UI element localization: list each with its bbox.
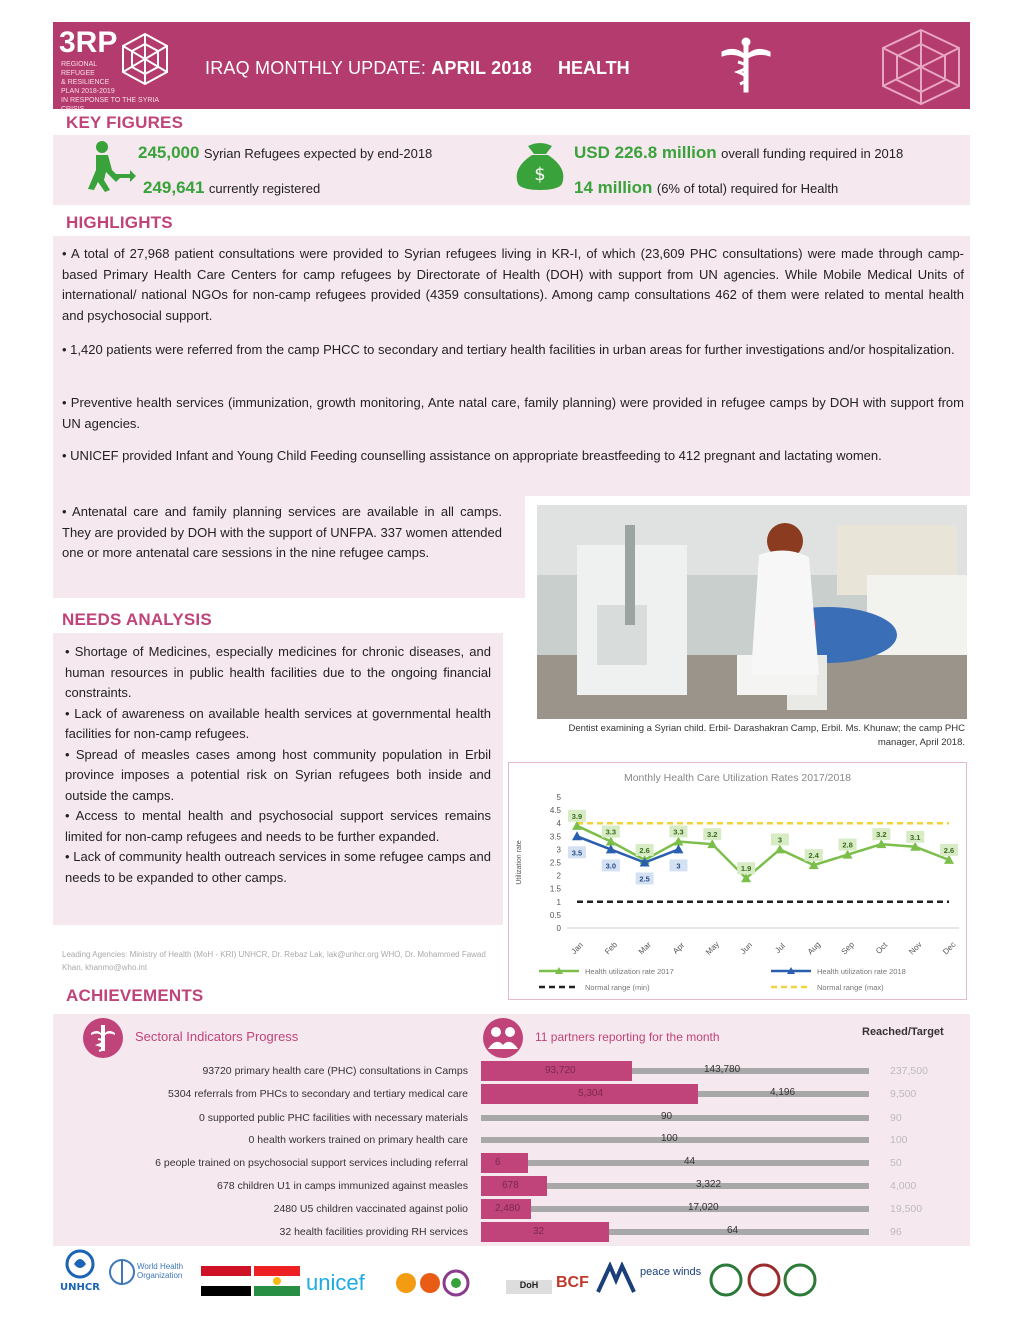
sectoral-progress-title: Sectoral Indicators Progress: [135, 1029, 299, 1044]
indicator-remaining-value: 64: [727, 1225, 739, 1236]
indicator-target-value: 4,000: [890, 1180, 917, 1192]
indicator-target-value: 237,500: [890, 1065, 928, 1077]
series-2018-point: [673, 844, 683, 853]
indicator-label: 93720 primary health care (PHC) consultations in Camps: [202, 1065, 468, 1077]
data-label: 3.0: [605, 861, 617, 871]
needs-item: • Spread of measles cases among host community population in Erbil province imposes a potential risk on Syrian refugees both inside and outside the camps.: [65, 746, 491, 803]
sector-title: HEALTH: [558, 58, 630, 78]
data-label: 3.2: [707, 830, 718, 840]
achievements-title: ACHIEVEMENTS: [66, 986, 204, 1005]
partner-logo-icons: [394, 1268, 494, 1298]
data-label: 3: [676, 861, 681, 871]
expected-refugees: [138, 143, 432, 163]
header-banner: [53, 22, 970, 113]
x-tick-label: May: [703, 939, 722, 957]
y-tick-label: 4: [556, 819, 561, 829]
needs-item: • Lack of community health outreach services in some refugee camps and needs to be expanded to other camps.: [65, 849, 491, 885]
data-label: 2.6: [943, 845, 955, 855]
y-tick-label: 0: [556, 924, 561, 933]
photo-caption: Dentist examining a Syrian child. Erbil- Darashakran Camp, Erbil. Ms. Khunaw; the camp PHC manager, April 2018.: [568, 723, 965, 748]
funding-required-number: USD 226.8 million: [574, 143, 717, 162]
x-tick-label: Dec: [941, 940, 958, 957]
y-tick-label: 3: [556, 845, 561, 855]
x-tick-label: Jan: [569, 940, 585, 956]
reached-target-header: Reached/Target: [862, 1026, 944, 1038]
y-tick-label: 2.5: [549, 858, 561, 868]
data-label: 3.3: [673, 827, 684, 837]
indicator-target-value: 100: [890, 1134, 908, 1146]
x-tick-label: Nov: [907, 940, 924, 957]
who-logo-icon: [108, 1258, 200, 1292]
data-label: 3.3: [605, 827, 617, 837]
indicator-reached-value: 5,304: [578, 1088, 604, 1099]
money-bag-icon: [512, 138, 568, 192]
iraq-flag-icon: [201, 1266, 251, 1296]
partners-icon: [482, 1017, 524, 1059]
unicef-logo: unicef: [306, 1270, 365, 1295]
government-logos-icon: [708, 1262, 818, 1298]
svg-text:$: $: [534, 164, 546, 185]
indicator-target-value: 9,500: [890, 1088, 917, 1100]
indicator-reached-value: 6: [495, 1157, 501, 1168]
data-label: 3.5: [571, 848, 583, 858]
indicator-target-bar: [481, 1115, 869, 1121]
indicator-remaining-value: 17,020: [688, 1202, 719, 1213]
indicator-remaining-value: 44: [684, 1156, 696, 1167]
legend-label: Normal range (min): [585, 983, 650, 992]
needs-item: • Lack of awareness on available health services at governmental health facilities for non-camp refugees.: [65, 705, 491, 741]
indicator-reached-value: 2,480: [495, 1203, 521, 1214]
highlight-item: • 1,420 patients were referred from the camp PHCC to secondary and tertiary health facilities in urban areas for further investigations and/or hospitalization.: [62, 342, 955, 357]
data-label: 3.1: [909, 832, 921, 842]
x-tick-label: Jun: [738, 940, 755, 956]
who-logo-text: World Health Organization: [137, 1262, 184, 1280]
highlight-item: • A total of 27,968 patient consultations were provided to Syrian refugees living in KR-I, of which (23,609 PHC consultations) were made through camp-based Primary Health Care Centers for camp refugees by Directorate of Health (DOH) with support from UN agencies. While Mobile Medical Units of international/ national NGOs for non-camp refugees provided (4359 consultations). Among camp consultations 462 of them were related to mental health and psychosocial support.: [62, 246, 964, 323]
indicator-remaining-value: 3,322: [696, 1179, 722, 1190]
data-label: 1.9: [740, 864, 752, 874]
utilization-chart: [508, 762, 967, 1000]
3rp-emblem-icon: [116, 30, 174, 88]
refugee-walking-icon: [78, 140, 136, 192]
data-label: 3.9: [571, 811, 583, 821]
x-tick-label: Feb: [602, 940, 620, 957]
y-axis-label: Utilization rate: [516, 840, 523, 885]
key-figures-title: KEY FIGURES: [66, 113, 184, 132]
series-2018-point: [572, 831, 582, 840]
x-tick-label: Jul: [773, 941, 787, 956]
funding-required-text: overall funding required in 2018: [721, 146, 904, 161]
indicator-label: 0 health workers trained on primary health care: [248, 1134, 468, 1146]
indicator-reached-value: 32: [533, 1226, 545, 1237]
x-tick-label: Oct: [874, 940, 890, 956]
data-label: 2.5: [639, 874, 650, 884]
x-tick-label: Sep: [839, 940, 856, 957]
indicator-target-value: 90: [890, 1112, 902, 1124]
bcf-logo: BCF: [556, 1274, 589, 1291]
indicator-remaining-value: 4,196: [770, 1087, 796, 1098]
y-tick-label: 2: [556, 871, 561, 881]
indicator-target-bar: [481, 1206, 869, 1212]
dentist-photo: [537, 505, 967, 719]
funding-required: [574, 143, 903, 163]
series-2017-point: [775, 844, 785, 853]
kurdistan-flag-icon: [254, 1266, 300, 1296]
indicator-label: 0 supported public PHC facilities with necessary materials: [198, 1112, 468, 1124]
y-tick-label: 1: [556, 897, 561, 907]
indicator-reached-bar: [481, 1222, 609, 1242]
chart-title: Monthly Health Care Utilization Rates 2017/2018: [623, 772, 852, 784]
health-funding-number: 14 million: [574, 178, 653, 197]
needs-list: [65, 642, 491, 888]
peace-winds-logo: peace winds: [640, 1266, 702, 1278]
indicator-remaining-value: 143,780: [704, 1064, 741, 1075]
health-funding: [574, 178, 838, 198]
y-tick-label: 5: [556, 793, 561, 802]
indicator-remaining-value: 100: [661, 1133, 678, 1144]
doh-logo: DoH: [506, 1280, 552, 1294]
3rp-logo: 3RP: [59, 26, 118, 59]
data-label: 2.6: [639, 845, 650, 855]
needs-item: • Access to mental health and psychosocial support services remains limited for non-camp refugees and needs to be further expanded.: [65, 808, 491, 844]
partner-logos: [58, 1248, 970, 1300]
expected-refugees-text: Syrian Refugees expected by end-2018: [203, 146, 433, 161]
partners-reporting: 11 partners reporting for the month: [535, 1030, 720, 1044]
registered-refugees: [143, 178, 320, 198]
data-label: 2.4: [808, 851, 819, 861]
ngo-logo-icon: [596, 1262, 636, 1296]
indicator-remaining-value: 90: [661, 1111, 673, 1122]
highlight-item: • Preventive health services (immunization, growth monitoring, Ante natal care, family planning) were provided in refugee camps by DOH with support from UN agencies.: [62, 395, 964, 431]
needs-analysis-title: NEEDS ANALYSIS: [62, 610, 212, 629]
legend-label: Health utilization rate 2017: [585, 967, 674, 976]
x-tick-label: Mar: [636, 940, 653, 957]
decorative-pattern-icon: [873, 24, 968, 108]
page-title: IRAQ MONTHLY UPDATE: APRIL 2018: [205, 58, 532, 78]
y-tick-label: 0.5: [549, 910, 561, 920]
indicator-reached-bar: [481, 1153, 528, 1173]
indicator-label: 32 health facilities providing RH services: [279, 1226, 468, 1238]
highlight-item: • Antenatal care and family planning services are available in all camps. They are provided by DOH with the support of UNFPA. 337 women attended one or more antenatal care sessions in the nine refugee camps.: [62, 504, 502, 560]
health-badge-icon: [82, 1017, 124, 1059]
y-tick-label: 4.5: [549, 806, 561, 816]
highlight-item: • UNICEF provided Infant and Young Child Feeding counselling assistance on appropriate breastfeeding to 412 pregnant and lactating women.: [62, 448, 882, 463]
y-tick-label: 3.5: [549, 832, 561, 842]
needs-item: • Shortage of Medicines, especially medicines for chronic diseases, and human resources in public health facilities due to the ongoing financial constraints.: [65, 644, 491, 700]
3rp-logo-subtitle: REGIONAL REFUGEE & RESILIENCE PLAN 2018-2019 IN RESPONSE TO THE SYRIA CRISIS: [61, 61, 159, 113]
expected-refugees-number: 245,000: [138, 143, 200, 162]
health-funding-text: (6% of total) required for Health: [656, 181, 839, 196]
registered-refugees-number: 249,641: [143, 178, 205, 197]
data-label: 2.8: [842, 840, 853, 850]
legend-label: Normal range (max): [817, 983, 884, 992]
indicator-reached-value: 93,720: [545, 1065, 576, 1076]
indicator-target-bar: [481, 1160, 869, 1166]
data-label: 3: [777, 835, 782, 845]
data-label: 3.2: [876, 830, 887, 840]
indicator-label: 678 children U1 in camps immunized against measles: [217, 1180, 468, 1192]
indicator-reached-value: 678: [502, 1180, 519, 1191]
highlights-title: HIGHLIGHTS: [66, 213, 173, 232]
y-tick-label: 1.5: [549, 884, 561, 894]
caduceus-icon: [718, 36, 774, 96]
indicator-label: 5304 referrals from PHCs to secondary and tertiary medical care: [168, 1088, 468, 1100]
registered-refugees-text: currently registered: [208, 181, 321, 196]
unhcr-logo-icon: [58, 1248, 106, 1298]
series-2017-line: [577, 826, 949, 878]
leading-agencies: Leading Agencies: Ministry of Health (MoH - KRI) UNHCR, Dr. Rebaz Lak, lak@unhcr.org WHO, Dr. Mohammed Fawad Khan, khanmo@who.int: [62, 950, 486, 972]
indicator-label: 6 people trained on psychosocial support services including referral: [155, 1157, 468, 1169]
indicator-target-value: 50: [890, 1157, 902, 1169]
x-tick-label: Aug: [805, 940, 823, 957]
legend-label: Health utilization rate 2018: [817, 967, 906, 976]
indicator-target-value: 96: [890, 1226, 902, 1238]
indicator-target-value: 19,500: [890, 1203, 923, 1215]
chart-plot: [509, 763, 966, 999]
indicator-label: 2480 U5 children vaccinated against polio: [273, 1203, 468, 1215]
unhcr-logo-text: UNHCR: [60, 1282, 100, 1293]
x-tick-label: Apr: [671, 940, 687, 956]
